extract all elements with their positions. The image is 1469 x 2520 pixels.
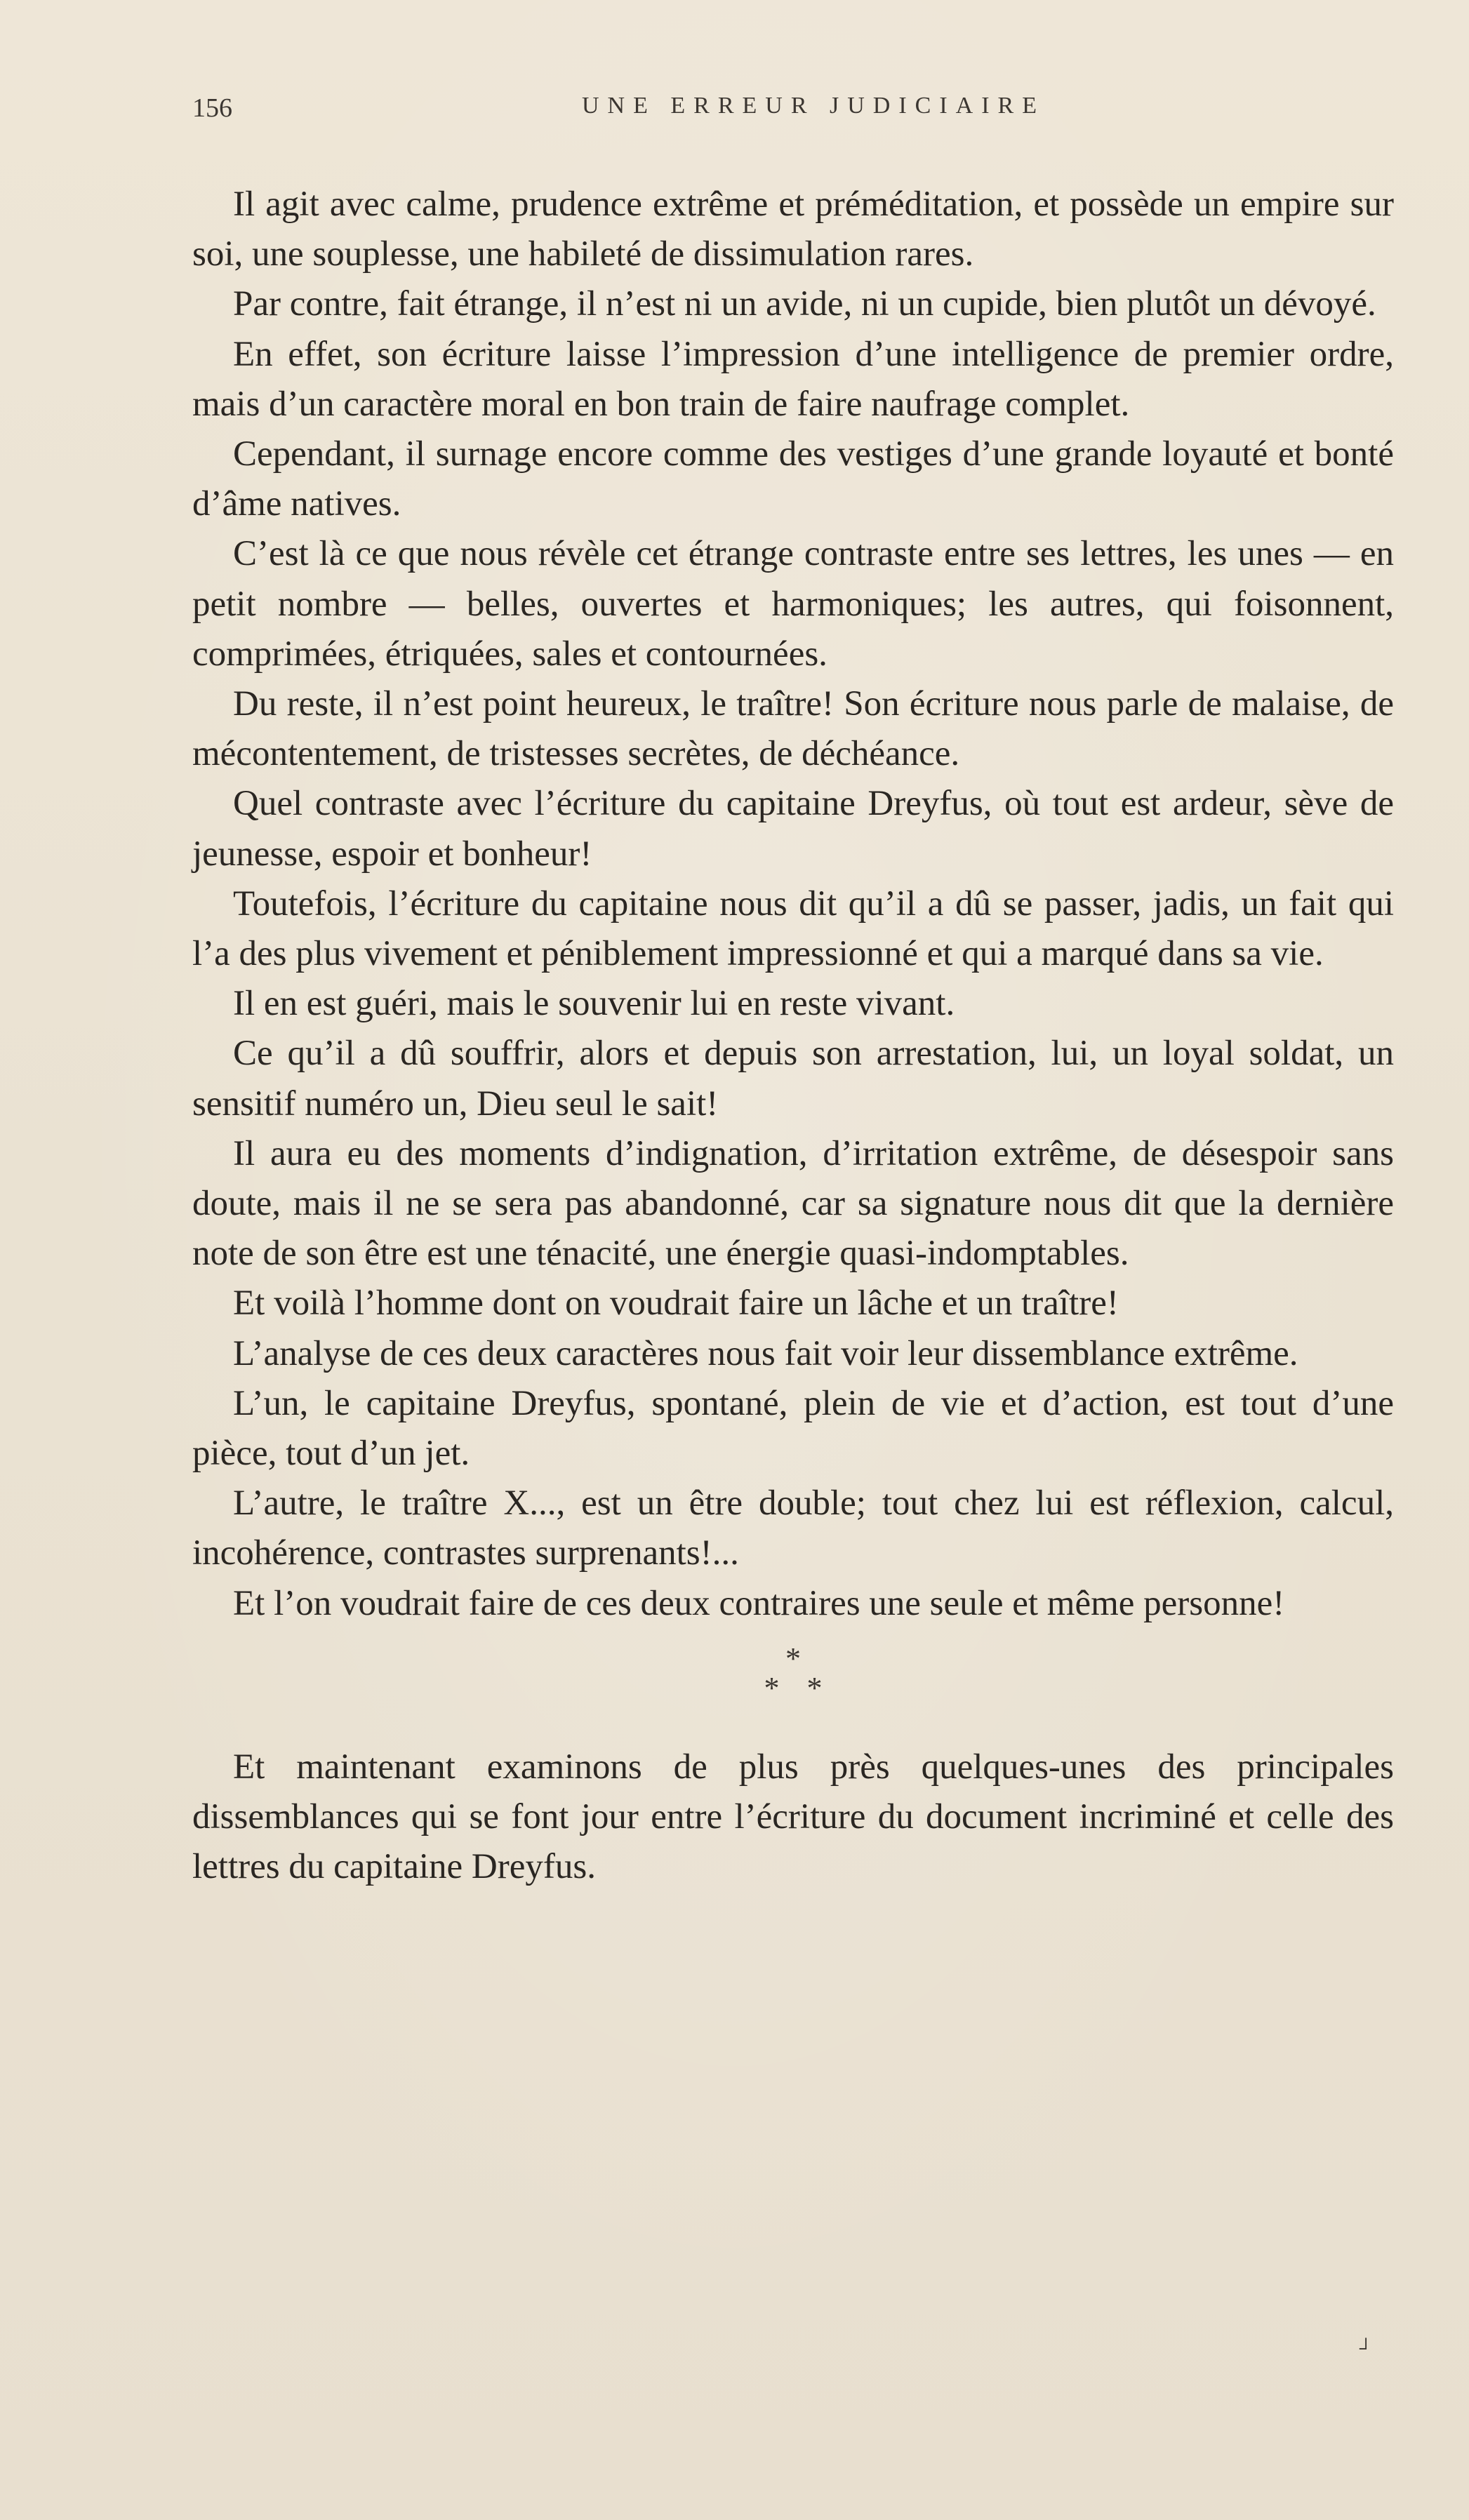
paragraph: Et l’on voudrait faire de ces deux contraires une seule et même personne! bbox=[233, 1583, 1285, 1623]
paragraph: En effet, son écriture laisse l’impression d’une intelligence de premier ordre, mais d’un caractère moral en bon train de faire naufrage complet. bbox=[192, 334, 1394, 424]
paragraph: Et voilà l’homme dont on voudrait faire un lâche et un traître! bbox=[233, 1284, 1119, 1324]
running-head bbox=[192, 93, 1392, 135]
page-number: 156 bbox=[192, 93, 232, 123]
paragraph: Toutefois, l’écriture du capitaine nous dit qu’il a dû se passer, jadis, un fait qui l’a des plus vivement et péniblement impressionné et qui a marqué dans sa vie. bbox=[192, 884, 1394, 974]
paragraph: Par contre, fait étrange, il n’est ni un avide, ni un cupide, bien plutôt un dévoyé. bbox=[233, 284, 1376, 324]
printer-mark-icon: ┘ bbox=[1360, 2338, 1373, 2359]
running-title: UNE ERREUR JUDICIAIRE bbox=[582, 93, 1045, 119]
paragraph: Cependant, il surnage encore comme des vestiges d’une grande loyauté et bonté d’âme natives. bbox=[192, 434, 1394, 524]
body-text bbox=[192, 180, 1394, 1893]
paragraph: L’un, le capitaine Dreyfus, spontané, plein de vie et d’action, est tout d’une pièce, tout d’un jet. bbox=[192, 1383, 1394, 1474]
asterism-bottom: * * bbox=[764, 1670, 832, 1705]
paragraph-final: Et maintenant examinons de plus près quelques-unes des principales dissemblances qui se font jour entre l’écriture du document incriminé et celle des lettres du capitaine Dreyfus. bbox=[192, 1747, 1394, 1887]
paragraph: Il aura eu des moments d’indignation, d’irritation extrême, de désespoir sans doute, mais il ne se sera pas abandonné, car sa signature nous dit que la dernière note de son être est une ténacité, une énergie quasi-indomptables. bbox=[192, 1133, 1394, 1274]
section-separator-asterism bbox=[192, 1641, 1394, 1705]
paragraph: Il en est guéri, mais le souvenir lui en reste vivant. bbox=[233, 984, 955, 1024]
paragraph: Il agit avec calme, prudence extrême et préméditation, et possède un empire sur soi, une souplesse, une habileté de dissimulation rares. bbox=[192, 185, 1394, 274]
paragraph: C’est là ce que nous révèle cet étrange contraste entre ses lettres, les unes — en petit nombre — belles, ouvertes et harmoniques; les autres, qui foisonnent, comprimées, étriquées, sales et contournées. bbox=[192, 534, 1394, 674]
asterism-top: * bbox=[785, 1641, 801, 1676]
paragraph: L’autre, le traître X..., est un être double; tout chez lui est réflexion, calcul, incohérence, contrastes surprenants!... bbox=[192, 1484, 1394, 1573]
paragraph: L’analyse de ces deux caractères nous fait voir leur dissemblance extrême. bbox=[233, 1333, 1298, 1373]
paragraph: Ce qu’il a dû souffrir, alors et depuis son arrestation, lui, un loyal soldat, un sensitif numéro un, Dieu seul le sait! bbox=[192, 1034, 1394, 1124]
paragraph: Quel contraste avec l’écriture du capitaine Dreyfus, où tout est ardeur, sève de jeunesse, espoir et bonheur! bbox=[192, 784, 1394, 874]
paragraph: Du reste, il n’est point heureux, le traître! Son écriture nous parle de malaise, de mécontentement, de tristesses secrètes, de déchéance. bbox=[192, 684, 1394, 774]
